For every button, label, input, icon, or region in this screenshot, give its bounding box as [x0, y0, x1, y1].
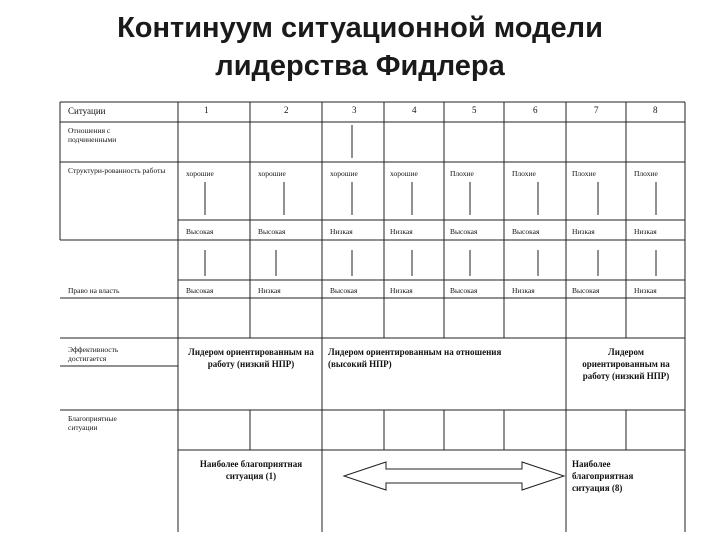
power-cell: Высокая	[186, 286, 214, 295]
structure-cell: Низкая	[572, 227, 595, 236]
relations-cell: хорошие	[330, 169, 358, 178]
structure-cell: Низкая	[390, 227, 413, 236]
row-label-relations: Отношения с подчиненными	[68, 126, 117, 144]
row-label-power: Право на власть	[68, 286, 120, 295]
relations-cell: Плохие	[572, 169, 596, 178]
title-line-1: Континуум ситуационной модели	[117, 12, 603, 44]
situation-number: 3	[352, 105, 357, 115]
relations-cell: хорошие	[258, 169, 286, 178]
relations-cell: хорошие	[390, 169, 418, 178]
structure-cell: Высокая	[186, 227, 214, 236]
situation-number: 6	[533, 105, 538, 115]
situation-number: 4	[412, 105, 417, 115]
power-cell: Высокая	[330, 286, 358, 295]
situation-number: 2	[284, 105, 289, 115]
effectiveness-task-right: Лидером ориентированным на работу (низкий НПР)	[582, 347, 670, 381]
structure-cell: Низкая	[330, 227, 353, 236]
title-line-2: лидерства Фидлера	[215, 50, 505, 82]
row-label-favorable: Благоприятные ситуации	[68, 414, 117, 432]
relations-cell: хорошие	[186, 169, 214, 178]
power-cell: Низкая	[634, 286, 657, 295]
structure-cell: Низкая	[634, 227, 657, 236]
effectiveness-relations: Лидером ориентированным на отношения (высокий НПР)	[328, 347, 502, 369]
double-arrow	[344, 462, 564, 490]
row-label-effectiveness: Эффективность достигается	[68, 345, 119, 363]
relations-cell: Плохие	[450, 169, 474, 178]
favorable-right: Наиболее благоприятная ситуация (8)	[572, 459, 634, 493]
power-cell: Высокая	[450, 286, 478, 295]
structure-cell: Высокая	[258, 227, 286, 236]
power-cell: Высокая	[572, 286, 600, 295]
relations-cell: Плохие	[634, 169, 658, 178]
power-cell: Низкая	[390, 286, 413, 295]
favorable-left: Наиболее благоприятная ситуация (1)	[199, 459, 303, 481]
row-label-situations: Ситуации	[68, 106, 106, 116]
structure-cell: Высокая	[450, 227, 478, 236]
relations-cell: Плохие	[512, 169, 536, 178]
situation-number: 1	[204, 105, 209, 115]
situation-number: 7	[594, 105, 599, 115]
structure-cell: Высокая	[512, 227, 540, 236]
situation-number: 5	[472, 105, 477, 115]
situation-number: 8	[653, 105, 658, 115]
power-cell: Низкая	[258, 286, 281, 295]
power-cell: Низкая	[512, 286, 535, 295]
row-label-structure: Структури-рованность работы	[68, 166, 166, 175]
effectiveness-task-left: Лидером ориентированным на работу (низкий НПР)	[188, 347, 314, 369]
